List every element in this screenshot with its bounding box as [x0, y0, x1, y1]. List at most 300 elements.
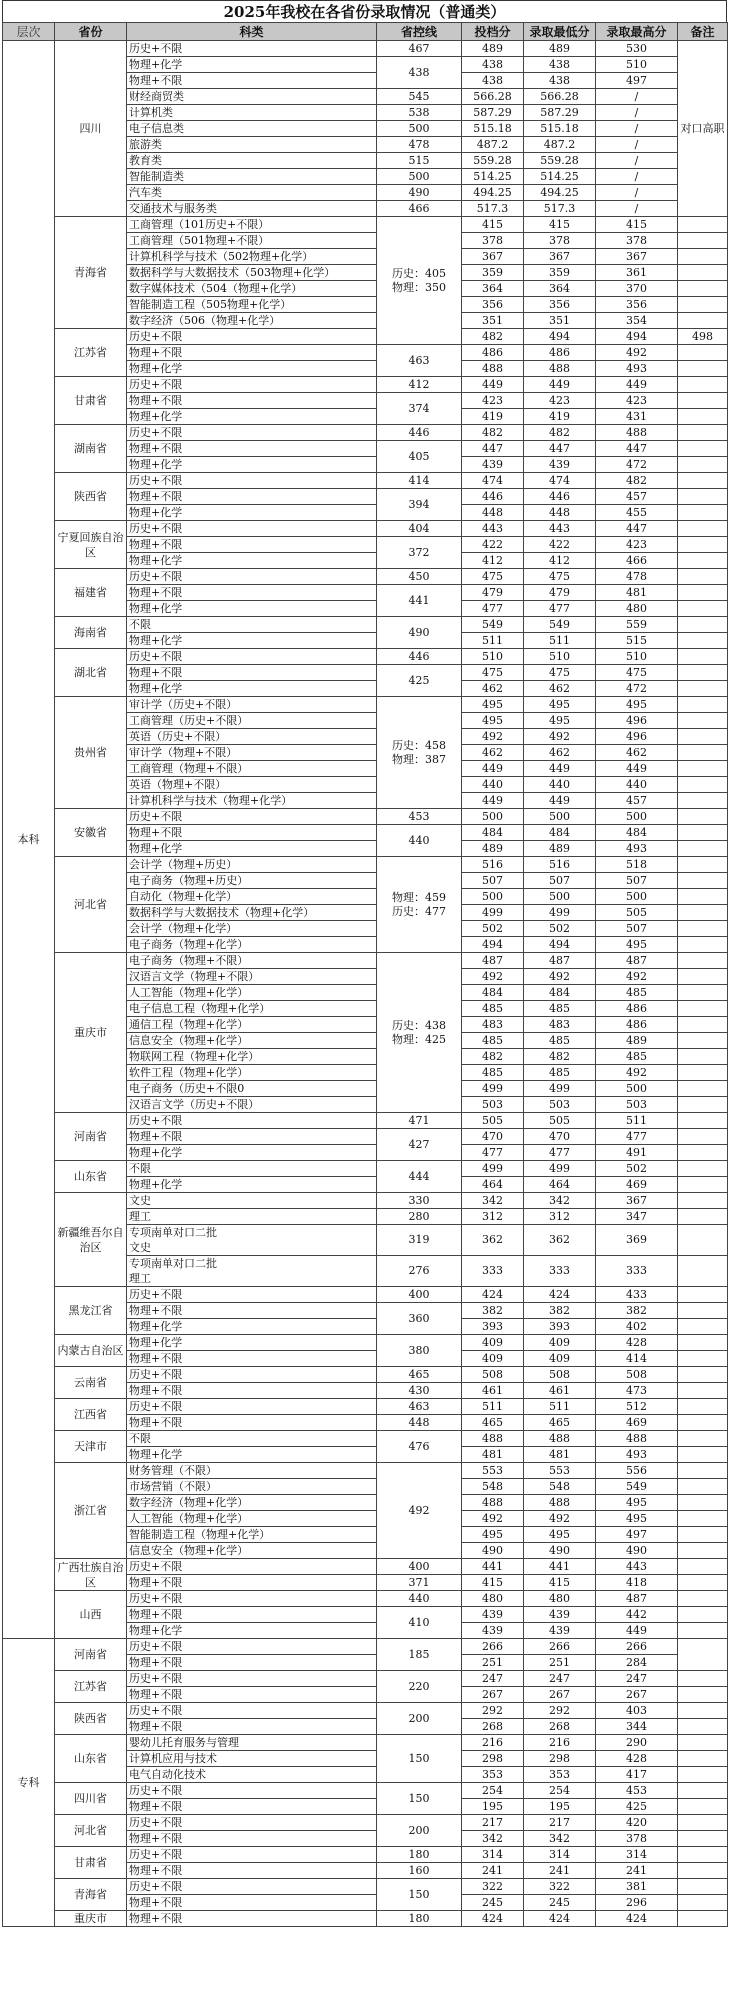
category-cell: 历史+不限: [127, 809, 377, 825]
min-score-cell: 484: [524, 985, 596, 1001]
note-cell-empty: [678, 1495, 728, 1511]
control-line-cell: 440: [377, 1591, 462, 1607]
filing-score-cell: 422: [462, 537, 524, 553]
note-cell-empty: [678, 1463, 728, 1479]
category-cell: 工商管理（501物理+不限）: [127, 233, 377, 249]
max-score-cell: 507: [596, 873, 678, 889]
filing-score-cell: 251: [462, 1655, 524, 1671]
min-score-cell: 367: [524, 249, 596, 265]
max-score-cell: 290: [596, 1735, 678, 1751]
max-score-cell: 449: [596, 377, 678, 393]
filing-score-cell: 441: [462, 1559, 524, 1575]
note-cell-empty: [678, 1511, 728, 1527]
max-score-cell: 473: [596, 1383, 678, 1399]
category-cell: 电子商务（物理+化学）: [127, 937, 377, 953]
filing-score-cell: 495: [462, 697, 524, 713]
min-score-cell: 443: [524, 521, 596, 537]
note-cell-empty: [678, 1335, 728, 1351]
note-cell-empty: [678, 1623, 728, 1639]
filing-score-cell: 482: [462, 1049, 524, 1065]
filing-score-cell: 477: [462, 1145, 524, 1161]
note-cell-empty: [678, 681, 728, 697]
max-score-cell: 267: [596, 1687, 678, 1703]
control-line-cell: 400: [377, 1287, 462, 1303]
note-cell-empty: [678, 1065, 728, 1081]
note-cell-empty: [678, 1911, 728, 1927]
category-cell: 物理+不限: [127, 1415, 377, 1431]
category-cell: 汽车类: [127, 185, 377, 201]
max-score-cell: 500: [596, 889, 678, 905]
min-score-cell: 314: [524, 1847, 596, 1863]
min-score-cell: 438: [524, 73, 596, 89]
category-cell: 计算机类: [127, 105, 377, 121]
min-score-cell: 241: [524, 1863, 596, 1879]
category-cell: 历史+不限: [127, 425, 377, 441]
control-line-cell: 404: [377, 521, 462, 537]
note-cell-empty: [678, 713, 728, 729]
filing-score-cell: 415: [462, 1575, 524, 1591]
max-score-cell: 472: [596, 457, 678, 473]
filing-score-cell: 356: [462, 297, 524, 313]
province-cell: 浙江省: [55, 1463, 127, 1559]
min-score-cell: 292: [524, 1703, 596, 1719]
category-cell: 物理+不限: [127, 1831, 377, 1847]
min-score-cell: 494: [596, 329, 678, 345]
category-cell: 物理+化学: [127, 1145, 377, 1161]
control-line-cell: 430: [377, 1383, 462, 1399]
control-line-cell: 物理：459 历史：477: [377, 857, 462, 953]
control-line-cell: 180: [377, 1847, 462, 1863]
min-score-cell: 356: [524, 297, 596, 313]
note-cell-empty: [678, 1687, 728, 1703]
max-score-cell: 507: [596, 921, 678, 937]
max-score-cell: 425: [596, 1799, 678, 1815]
table-row: [3, 1367, 728, 1383]
max-score-cell: 367: [596, 1193, 678, 1209]
category-cell: 物理+不限: [127, 1351, 377, 1367]
category-cell: 数据科学与大数据技术（503物理+化学）: [127, 265, 377, 281]
control-line-cell: 545: [377, 89, 462, 105]
category-cell: 物理+化学: [127, 841, 377, 857]
table-row: [3, 425, 728, 441]
note-cell-empty: [678, 937, 728, 953]
note-cell-empty: [678, 217, 728, 233]
max-score-cell: 241: [596, 1863, 678, 1879]
max-score-cell: 423: [596, 393, 678, 409]
max-score-cell: 403: [596, 1703, 678, 1719]
min-score-cell: 515.18: [524, 121, 596, 137]
max-score-cell: 500: [596, 809, 678, 825]
note-cell-empty: [678, 585, 728, 601]
min-score-cell: 424: [524, 1287, 596, 1303]
category-cell: 物理+化学: [127, 457, 377, 473]
table-row: [3, 617, 728, 633]
note-cell-empty: [678, 1256, 728, 1287]
note-cell-empty: [678, 569, 728, 585]
max-score-cell: 469: [596, 1415, 678, 1431]
max-score-cell: /: [596, 137, 678, 153]
min-score-cell: 488: [524, 1431, 596, 1447]
max-score-cell: 414: [596, 1351, 678, 1367]
category-cell: 历史+不限: [127, 1879, 377, 1895]
max-score-cell: 462: [596, 745, 678, 761]
min-score-cell: 485: [524, 1001, 596, 1017]
filing-score-cell: 342: [462, 1193, 524, 1209]
table-row: [3, 809, 728, 825]
note-cell-empty: [678, 233, 728, 249]
max-score-cell: 296: [596, 1895, 678, 1911]
category-cell: 物理+不限: [127, 665, 377, 681]
filing-score-cell: 367: [462, 249, 524, 265]
category-cell: 历史+不限: [127, 329, 377, 345]
control-line-cell: 360: [377, 1303, 462, 1335]
min-score-cell: 312: [524, 1209, 596, 1225]
min-score-cell: 195: [524, 1799, 596, 1815]
filing-score-cell: 449: [462, 761, 524, 777]
note-cell-empty: [678, 505, 728, 521]
min-score-cell: 511: [524, 1399, 596, 1415]
header-level: 层次: [3, 23, 55, 41]
filing-score-cell: 409: [462, 1335, 524, 1351]
note-cell-empty: [678, 1703, 728, 1719]
filing-score-cell: 566.28: [462, 89, 524, 105]
table-row: [3, 649, 728, 665]
min-score-cell: 510: [524, 649, 596, 665]
category-cell: 不限: [127, 1161, 377, 1177]
max-score-cell: 356: [596, 297, 678, 313]
max-score-cell: 333: [596, 1256, 678, 1287]
filing-score-cell: 462: [462, 745, 524, 761]
note-cell-empty: [678, 665, 728, 681]
min-score-cell: 251: [524, 1655, 596, 1671]
filing-score-cell: 494: [524, 329, 596, 345]
min-score-cell: 449: [524, 793, 596, 809]
min-score-cell: 465: [524, 1415, 596, 1431]
table-row: [3, 569, 728, 585]
max-score-cell: 515: [596, 633, 678, 649]
admission-table: [2, 22, 728, 1927]
filing-score-cell: 216: [462, 1735, 524, 1751]
control-line-cell: 466: [377, 201, 462, 217]
table-row: [3, 1591, 728, 1607]
max-score-cell: 415: [596, 217, 678, 233]
max-score-cell: 549: [596, 1479, 678, 1495]
min-score-cell: 267: [524, 1687, 596, 1703]
min-score-cell: 507: [524, 873, 596, 889]
min-score-cell: 517.3: [524, 201, 596, 217]
control-line-cell: 319: [377, 1225, 462, 1256]
category-cell: 汉语言文学（物理+不限）: [127, 969, 377, 985]
note-cell-empty: [678, 1815, 728, 1831]
note-cell-empty: [678, 921, 728, 937]
note-cell-empty: [678, 697, 728, 713]
table-row: [3, 41, 728, 57]
category-cell: 物理+不限: [127, 1911, 377, 1927]
category-cell: 物理+不限: [127, 585, 377, 601]
filing-score-cell: 480: [462, 1591, 524, 1607]
note-cell-empty: [678, 1161, 728, 1177]
filing-score-cell: 483: [462, 1017, 524, 1033]
min-score-cell: 500: [524, 809, 596, 825]
note-cell-empty: [678, 1879, 728, 1895]
filing-score-cell: 499: [462, 1081, 524, 1097]
note-cell-empty: [678, 1319, 728, 1335]
max-score-cell: /: [596, 185, 678, 201]
category-cell: 计算机科学与技术（502物理+化学）: [127, 249, 377, 265]
category-cell: 物理+不限: [127, 73, 377, 89]
province-cell: 青海省: [55, 1879, 127, 1911]
max-score-cell: 284: [596, 1655, 678, 1671]
note-cell-empty: [678, 1287, 728, 1303]
note-cell-empty: [678, 1225, 728, 1256]
filing-score-cell: 517.3: [462, 201, 524, 217]
province-cell: 宁夏回族自治区: [55, 521, 127, 569]
note-cell-empty: [678, 905, 728, 921]
note-cell-empty: [678, 857, 728, 873]
note-cell-empty: [678, 1799, 728, 1815]
filing-score-cell: 475: [462, 569, 524, 585]
category-cell: 物理+化学: [127, 1447, 377, 1463]
note-cell-empty: [678, 1527, 728, 1543]
filing-score-cell: 424: [462, 1287, 524, 1303]
category-cell: 物理+不限: [127, 1607, 377, 1623]
note-cell-empty: [678, 617, 728, 633]
min-score-cell: 353: [524, 1767, 596, 1783]
filing-score-cell: 409: [462, 1351, 524, 1367]
control-line-cell: 374: [377, 393, 462, 425]
max-score-cell: 417: [596, 1767, 678, 1783]
max-score-cell: 423: [596, 537, 678, 553]
filing-score-cell: 494: [462, 937, 524, 953]
max-score-cell: 457: [596, 489, 678, 505]
category-cell: 人工智能（物理+化学）: [127, 1511, 377, 1527]
note-cell-empty: [678, 1719, 728, 1735]
category-cell: 旅游类: [127, 137, 377, 153]
max-score-cell: 433: [596, 1287, 678, 1303]
min-score-cell: 449: [524, 377, 596, 393]
min-score-cell: 549: [524, 617, 596, 633]
filing-score-cell: 485: [462, 1065, 524, 1081]
max-score-cell: /: [596, 105, 678, 121]
note-cell-empty: [678, 841, 728, 857]
province-cell: 新疆维吾尔自治区: [55, 1193, 127, 1287]
max-score-cell: 378: [596, 1831, 678, 1847]
max-score-cell: 492: [596, 969, 678, 985]
control-line-cell: 440: [377, 825, 462, 857]
control-line-cell: 478: [377, 137, 462, 153]
max-score-cell: 512: [596, 1399, 678, 1415]
category-cell: 物理+化学: [127, 361, 377, 377]
max-score-cell: 266: [596, 1639, 678, 1655]
control-line-cell: 150: [377, 1735, 462, 1783]
max-score-cell: 382: [596, 1303, 678, 1319]
note-cell-empty: [678, 409, 728, 425]
category-cell: 数据科学与大数据技术（物理+化学）: [127, 905, 377, 921]
min-score-cell: 500: [524, 889, 596, 905]
filing-score-cell: 475: [462, 665, 524, 681]
max-score-cell: 518: [596, 857, 678, 873]
header-note: 备注: [678, 23, 728, 41]
max-score-cell: 495: [596, 937, 678, 953]
control-line-cell: 200: [377, 1703, 462, 1735]
max-score-cell: 449: [596, 1623, 678, 1639]
category-cell: 物理+化学: [127, 633, 377, 649]
note-cell-empty: [678, 489, 728, 505]
note-cell-empty: [678, 1591, 728, 1607]
province-cell: 陕西省: [55, 1703, 127, 1735]
filing-score-cell: 487: [462, 953, 524, 969]
max-score-cell: 478: [596, 569, 678, 585]
filing-score-cell: 438: [462, 57, 524, 73]
category-cell: 历史+不限: [127, 1113, 377, 1129]
category-cell: 物理+不限: [127, 1303, 377, 1319]
category-cell: 物理+化学: [127, 553, 377, 569]
min-score-cell: 415: [524, 1575, 596, 1591]
note-cell-empty: [678, 761, 728, 777]
category-cell: 教育类: [127, 153, 377, 169]
min-score-cell: 268: [524, 1719, 596, 1735]
filing-score-cell: 492: [462, 729, 524, 745]
filing-score-cell: 195: [462, 1799, 524, 1815]
min-score-cell: 462: [524, 745, 596, 761]
max-score-cell: 497: [596, 73, 678, 89]
max-score-cell: 495: [596, 697, 678, 713]
table-row: [3, 1847, 728, 1863]
category-cell: 工商管理（物理+不限）: [127, 761, 377, 777]
province-cell: 四川省: [55, 1783, 127, 1815]
filing-score-cell: 484: [462, 985, 524, 1001]
note-cell-empty: [678, 1145, 728, 1161]
note-cell-empty: [678, 553, 728, 569]
category-cell: 历史+不限: [127, 1367, 377, 1383]
header-max-score: 录取最高分: [596, 23, 678, 41]
min-score-cell: 479: [524, 585, 596, 601]
category-cell: 专项南单对口二批 文史: [127, 1225, 377, 1256]
filing-score-cell: 511: [462, 633, 524, 649]
filing-score-cell: 465: [462, 1415, 524, 1431]
control-line-cell: 历史：458 物理：387: [377, 697, 462, 809]
filing-score-cell: 488: [462, 1431, 524, 1447]
min-score-cell: 382: [524, 1303, 596, 1319]
filing-score-cell: 439: [462, 1607, 524, 1623]
province-cell: 四川: [55, 41, 127, 217]
control-line-cell: 200: [377, 1815, 462, 1847]
filing-score-cell: 298: [462, 1751, 524, 1767]
control-line-cell: 438: [377, 57, 462, 89]
max-score-cell: 440: [596, 777, 678, 793]
min-score-cell: 503: [524, 1097, 596, 1113]
filing-score-cell: 482: [462, 425, 524, 441]
max-score-cell: 481: [596, 585, 678, 601]
control-line-cell: 500: [377, 169, 462, 185]
filing-score-cell: 254: [462, 1783, 524, 1799]
max-score-cell: 477: [596, 1129, 678, 1145]
note-cell-empty: [678, 745, 728, 761]
filing-score-cell: 500: [462, 809, 524, 825]
min-score-cell: 495: [524, 713, 596, 729]
min-score-cell: 490: [524, 1543, 596, 1559]
min-score-cell: 489: [524, 841, 596, 857]
max-score-cell: 488: [596, 1431, 678, 1447]
table-row: [3, 217, 728, 233]
category-cell: 汉语言文学（历史+不限）: [127, 1097, 377, 1113]
max-score-cell: 428: [596, 1335, 678, 1351]
note-cell-empty: [678, 1113, 728, 1129]
max-score-cell: 496: [596, 729, 678, 745]
min-score-cell: 393: [524, 1319, 596, 1335]
control-line-cell: 371: [377, 1575, 462, 1591]
filing-score-cell: 503: [462, 1097, 524, 1113]
filing-score-cell: 548: [462, 1479, 524, 1495]
filing-score-cell: 241: [462, 1863, 524, 1879]
min-score-cell: 446: [524, 489, 596, 505]
category-cell: 电子商务（物理+历史）: [127, 873, 377, 889]
min-score-cell: 441: [524, 1559, 596, 1575]
filing-score-cell: 440: [462, 777, 524, 793]
category-cell: 物理+化学: [127, 681, 377, 697]
control-line-cell: 490: [377, 185, 462, 201]
province-cell: 海南省: [55, 617, 127, 649]
max-score-cell: 498: [678, 329, 728, 345]
filing-score-cell: 268: [462, 1719, 524, 1735]
note-cell-empty: [678, 1863, 728, 1879]
category-cell: 物理+不限: [127, 1383, 377, 1399]
note-cell-empty: [678, 1767, 728, 1783]
min-score-cell: 419: [524, 409, 596, 425]
control-line-cell: 490: [377, 617, 462, 649]
min-score-cell: 412: [524, 553, 596, 569]
control-line-cell: 482: [462, 329, 524, 345]
filing-score-cell: 477: [462, 601, 524, 617]
control-line-cell: 410: [377, 1607, 462, 1639]
min-score-cell: 477: [524, 1145, 596, 1161]
control-line-cell: 427: [377, 1129, 462, 1161]
category-cell: 物理+不限: [127, 825, 377, 841]
max-score-cell: 495: [596, 1511, 678, 1527]
category-cell: 物理+化学: [127, 1335, 377, 1351]
table-row: [3, 953, 728, 969]
header-control-line: 省控线: [377, 23, 462, 41]
table-row: [3, 857, 728, 873]
min-score-cell: 245: [524, 1895, 596, 1911]
filing-score-cell: 322: [462, 1879, 524, 1895]
note-cell-empty: [678, 1447, 728, 1463]
control-line-cell: 444: [377, 1161, 462, 1193]
control-line-cell: 463: [377, 345, 462, 377]
max-score-cell: 469: [596, 1177, 678, 1193]
min-score-cell: 492: [524, 1511, 596, 1527]
max-score-cell: 443: [596, 1559, 678, 1575]
filing-score-cell: 464: [462, 1177, 524, 1193]
category-cell: 物理+不限: [127, 393, 377, 409]
min-score-cell: 499: [524, 905, 596, 921]
min-score-cell: 409: [524, 1335, 596, 1351]
note-cell-empty: [678, 969, 728, 985]
category-cell: 市场营销（不限）: [127, 1479, 377, 1495]
filing-score-cell: 438: [462, 73, 524, 89]
category-cell: 理工: [127, 1209, 377, 1225]
filing-score-cell: 362: [462, 1225, 524, 1256]
min-score-cell: 362: [524, 1225, 596, 1256]
min-score-cell: 514.25: [524, 169, 596, 185]
note-cell-empty: [678, 1559, 728, 1575]
min-score-cell: 439: [524, 1623, 596, 1639]
table-row: [3, 1335, 728, 1351]
table-row: [3, 521, 728, 537]
filing-score-cell: 511: [462, 1399, 524, 1415]
filing-score-cell: 247: [462, 1671, 524, 1687]
max-score-cell: 442: [596, 1607, 678, 1623]
